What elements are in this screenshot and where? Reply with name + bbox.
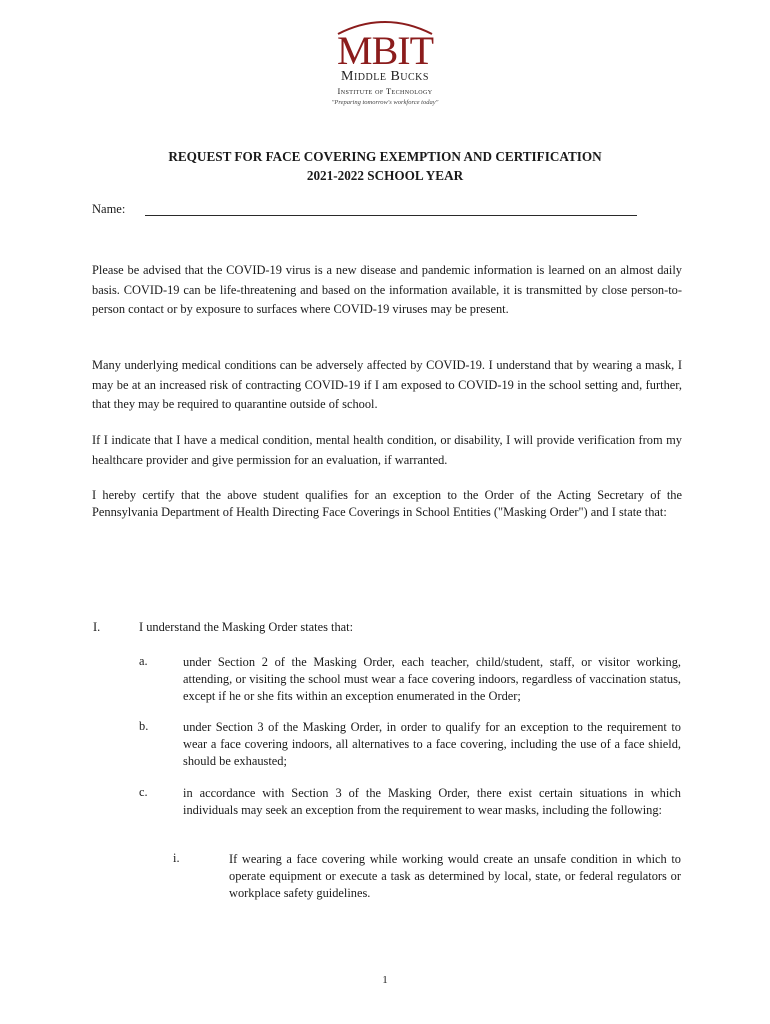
logo-school-name: Middle Bucks (341, 69, 429, 84)
paragraph-certification: I hereby certify that the above student qualifies for an exception to the Order of the Acting Secretary of the Pennsylvania Department of Health Directing Face Coverings in School Entities ("Masking Order") and I state that: (92, 488, 682, 519)
item-letter-a: a. (139, 654, 148, 668)
item-letter-b: b. (139, 719, 149, 733)
item-text-c: in accordance with Section 3 of the Masking Order, there exist certain situations in which individuals may seek an exception from the requirement to wear masks, including the following: (183, 786, 681, 817)
paragraph-covid-advisory: Please be advised that the COVID-19 virus is a new disease and pandemic information is learned on an almost daily basis. COVID-19 can be life-threatening and based on the information available, it is transmitted by close person-to-person contact or by exposure to surfaces where COVID-19 viruses may be present. (92, 263, 682, 316)
item-letter-c: c. (139, 785, 148, 799)
mbit-logo (300, 16, 470, 116)
name-input-line[interactable] (145, 215, 637, 216)
document-subtitle: 2021-2022 SCHOOL YEAR (306, 168, 464, 183)
page-number: 1 (382, 974, 388, 986)
logo-tagline: "Preparing tomorrow's workforce today" (331, 99, 439, 106)
logo-institute-name: Institute of Technology (337, 86, 433, 96)
sub-item-text-i: If wearing a face covering while working would create an unsafe condition in which to operate equipment or execute a task as determined by local, state, or federal regulators or workplace safety guidelines. (229, 852, 681, 900)
document-title: REQUEST FOR FACE COVERING EXEMPTION AND CERTIFICATION (168, 149, 602, 164)
logo-mark-text: MBIT (337, 28, 433, 68)
mbit-logo-mark (330, 16, 440, 68)
name-field-row (92, 202, 637, 220)
paragraph-medical-conditions: Many underlying medical conditions can be adversely affected by COVID-19. I understand that by wearing a mask, I may be at an increased risk of contracting COVID-19 if I am exposed to COVID-19 in the school setting and, further, that they may be required to quarantine outside of school. (92, 358, 682, 411)
section-number: I. (93, 620, 101, 634)
section-heading: I understand the Masking Order states that: (139, 620, 354, 634)
sub-item-number-i: i. (173, 851, 180, 865)
item-text-a: under Section 2 of the Masking Order, each teacher, child/student, staff, or visitor working, attending, or visiting the school must wear a face covering indoors, regardless of vaccination status, except if he or she fits within an exception enumerated in the Order; (183, 655, 681, 703)
name-label: Name: (92, 202, 126, 216)
item-text-b: under Section 3 of the Masking Order, in order to qualify for an exception to the requirement to wear a face covering indoors, all alternatives to a face covering, including the use of a face shield, should be exhausted; (183, 720, 681, 768)
paragraph-verification: If I indicate that I have a medical condition, mental health condition, or disability, I will provide verification from my healthcare provider and give permission for an evaluation, if warranted. (92, 433, 682, 467)
